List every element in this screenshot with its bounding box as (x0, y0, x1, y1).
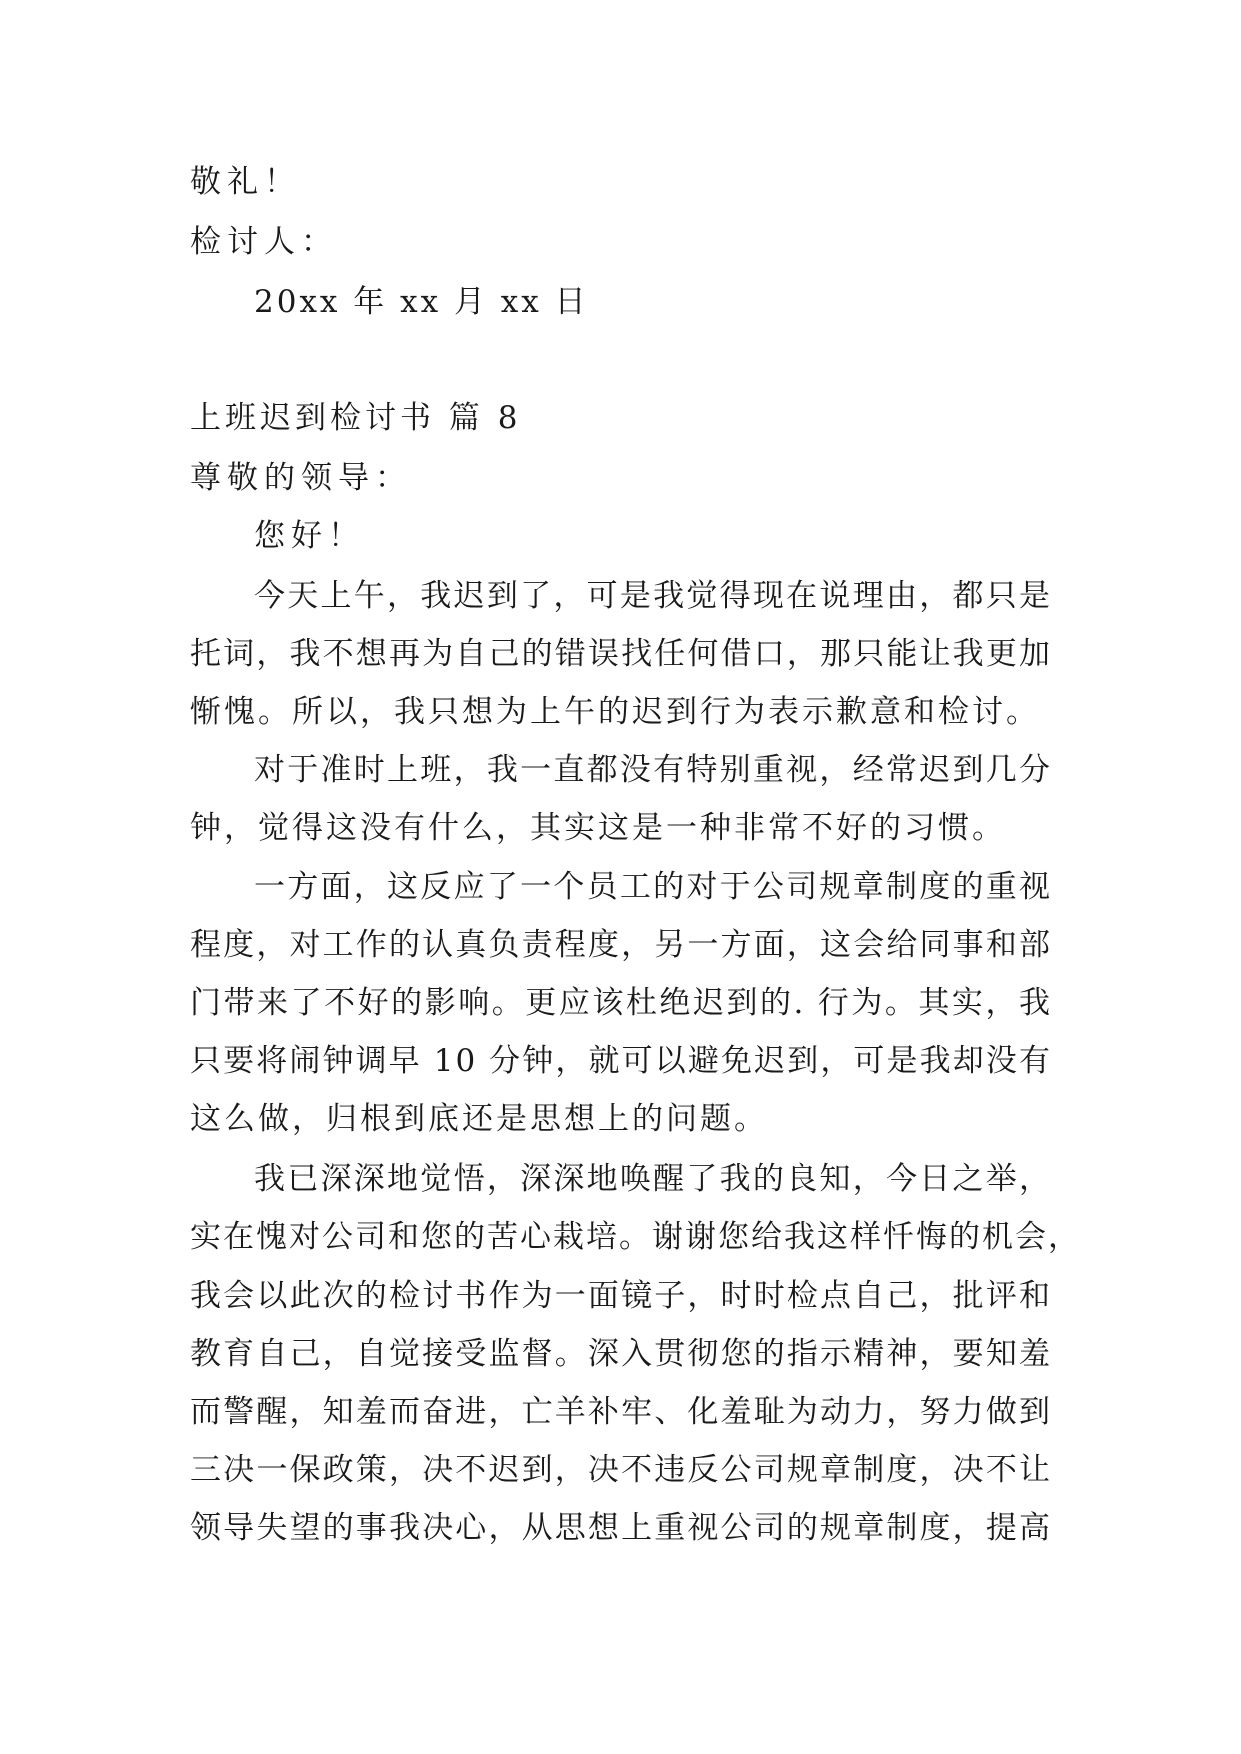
body-line: 领导失望的事我决心，从思想上重视公司的规章制度，提高 (190, 1510, 1052, 1546)
body-line: 今天上午，我迟到了，可是我觉得现在说理由，都只是 (254, 578, 1052, 614)
body-line: 这么做，归根到底还是思想上的问题。 (190, 1101, 768, 1137)
body-line: 只要将闹钟调早 10 分钟，就可以避免迟到，可是我却没有 (190, 1043, 1052, 1079)
signature-date: 20xx 年 xx 月 xx 日 (254, 284, 589, 320)
body-line: 门带来了不好的影响。更应该杜绝迟到的. 行为。其实，我 (190, 985, 1052, 1021)
body-line: 我会以此次的检讨书作为一面镜子，时时检点自己，批评和 (190, 1278, 1052, 1314)
body-line: 惭愧。所以，我只想为上午的迟到行为表示歉意和检讨。 (190, 694, 1040, 730)
closing-salute: 敬礼！ (190, 164, 301, 200)
body-line: 程度，对工作的认真负责程度，另一方面，这会给同事和部 (190, 927, 1052, 963)
body-line: 实在愧对公司和您的苦心栽培。谢谢您给我这样忏悔的机会， (190, 1219, 1081, 1255)
body-line: 托词，我不想再为自己的错误找任何借口，那只能让我更加 (190, 636, 1052, 672)
signer-label: 检讨人： (190, 224, 338, 260)
body-line: 一方面，这反应了一个员工的对于公司规章制度的重视 (254, 869, 1052, 905)
body-line: 对于准时上班，我一直都没有特别重视，经常迟到几分 (254, 752, 1052, 788)
body-line: 我已深深地觉悟，深深地唤醒了我的良知，今日之举， (254, 1161, 1052, 1197)
hello-line: 您好！ (254, 518, 365, 554)
body-line: 教育自己，自觉接受监督。深入贯彻您的指示精神，要知羞 (190, 1336, 1052, 1372)
greeting: 尊敬的领导： (190, 460, 412, 496)
section-title: 上班迟到检讨书 篇 8 (190, 400, 522, 436)
body-line: 钟，觉得这没有什么，其实这是一种非常不好的习惯。 (190, 810, 1006, 846)
body-line: 三决一保政策，决不迟到，决不违反公司规章制度，决不让 (190, 1452, 1052, 1488)
body-line: 而警醒，知羞而奋进，亡羊补牢、化羞耻为动力，努力做到 (190, 1394, 1052, 1430)
